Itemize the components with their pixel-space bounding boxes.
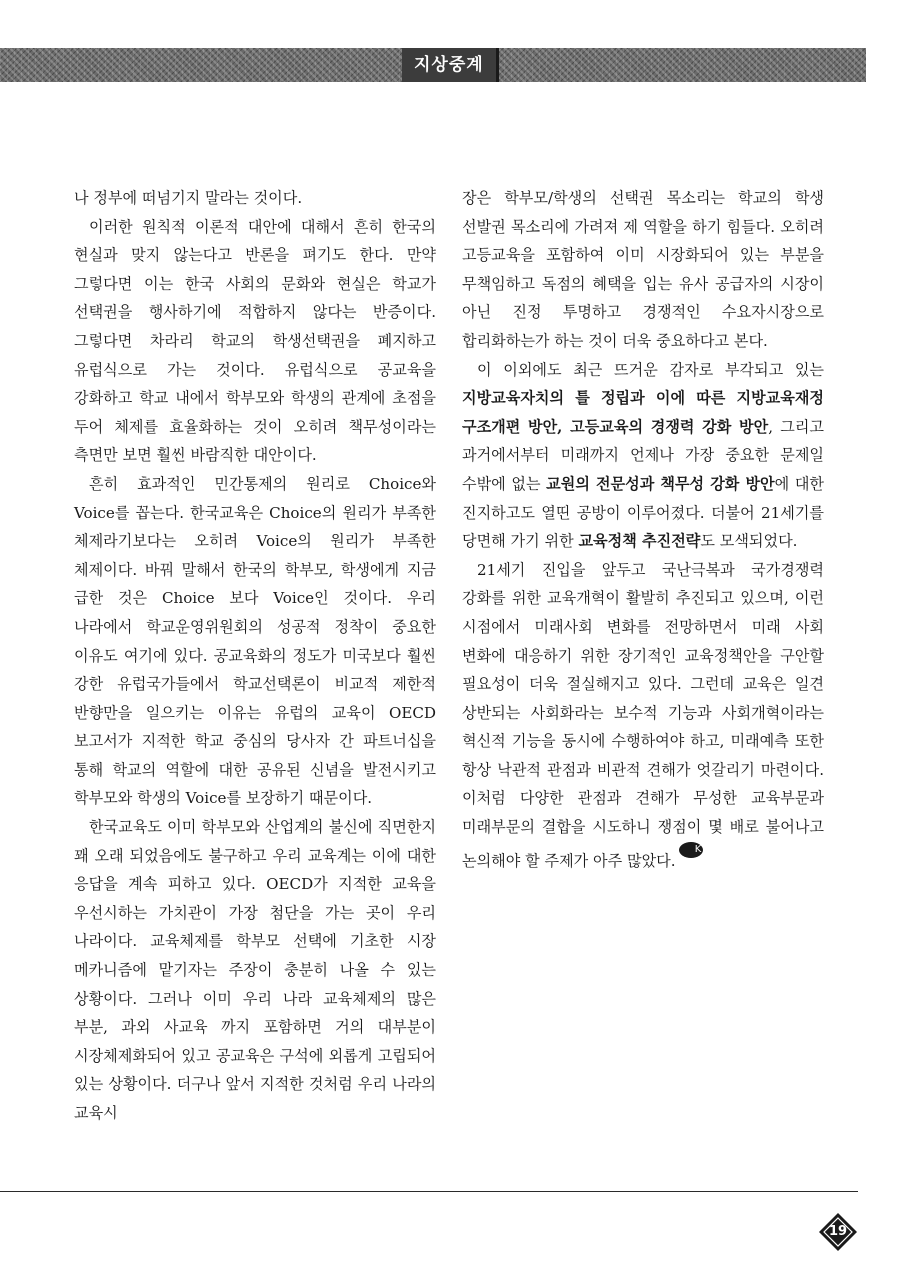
paragraph: 이러한 원칙적 이론적 대안에 대해서 흔히 한국의 현실과 맞지 않는다고 반론을 펴기도 한다. 만약 그렇다면 이는 한국 사회의 문화와 현실은 학교가 선택권을 행사하기에 적합하지 않다는 반증이다. 그렇다면 차라리 학교의 학생선택권을 폐지하고 유럽식으로 가는 것이다. 유럽식으로 공교육을 강화하고 학교 내에서 학부모와 학생의 관계에 초점을 두어 체제를 효율화하는 것이 오히려 책무성이라는 측면만 보면 훨씬 바람직한 대안이다.: [74, 217, 436, 465]
section-header-band: [0, 48, 866, 82]
text-run: 에 대한 진지하고도 열띤 공방이 이루어졌다. 더불어 21세기를 당면해 가기 위한: [462, 474, 824, 551]
page-number-badge: [818, 1212, 858, 1252]
paragraph-with-highlights: [462, 356, 824, 556]
left-column: [74, 184, 436, 1128]
end-mark-logo: KEDI: [679, 842, 703, 858]
text-run: 이 이외에도 최근 뜨거운 감자로 부각되고 있는: [477, 360, 824, 379]
right-column: [462, 184, 824, 875]
text-run: , 그리고 과거에서부터 미래까지 언제나 가장 중요한 문제일 수밖에 없는: [462, 417, 825, 493]
bold-phrase: 교원의 전문성과 책무성 강화 방안: [546, 474, 775, 493]
section-label: 지상중계: [402, 48, 499, 82]
paragraph: [462, 556, 824, 876]
paragraph: 한국교육도 이미 학부모와 산업계의 불신에 직면한지 꽤 오래 되었음에도 불구하고 우리 교육계는 이에 대한 응답을 계속 피하고 있다. OECD가 지적한 교육을 우선시하는 가치관이 가장 첨단을 가는 곳이 우리 나라이다. 교육체제를 학부모 선택에 기초한 시장 메카니즘에 맡기자는 주장이 충분히 나올 수 있는 상황이다. 그러나 이미 우리 나라 교육체제의 많은 부분, 과외 사교육 까지 포함하면 거의 대부분이 시장체제화되어 있고 공교육은 구석에 외롭게 고립되어 있는 상황이다. 더구나 앞서 지적한 것처럼 우리 나라의 교육시: [74, 818, 436, 1122]
bold-phrase: 지방교육자치의 틀 정립과 이에 따른 지방교육재정 구조개편 방안, 고등교육의 경쟁력 강화 방안: [462, 389, 824, 436]
footer-rule: [0, 1191, 858, 1192]
text-run: 도 모색되었다.: [700, 532, 798, 551]
text-run: 21세기 진입을 앞두고 국난극복과 국가경쟁력 강화를 위한 교육개혁이 활발히 추진되고 있으며, 이런 시점에서 미래사회 변화를 전망하면서 미래 사회 변화에 대응하기 위한 장기적인 교육정책안을 구안할 필요성이 더욱 절실해지고 있다. 그런데 교육은 일견 상반되는 사회화라는 보수적 기능과 사회개혁이라는 혁신적 기능을 동시에 수행하여야 하고, 미래예측 또한 항상 낙관적 관점과 비관적 견해가 엇갈리기 마련이다. 이처럼 다양한 관점과 견해가 무성한 교육부문과 미래부문의 결합을 시도하니 쟁점이 몇 배로 불어나고 논의해야 할 주제가 아주 많았다.: [462, 560, 824, 870]
paragraph: 나 정부에 떠넘기지 말라는 것이다.: [74, 189, 303, 207]
bold-phrase: 교육정책 추진전략: [578, 532, 701, 551]
paragraph: 장은 학부모/학생의 선택권 목소리는 학교의 학생 선발권 목소리에 가려져 제 역할을 하기 힘들다. 오히려 고등교육을 포함하여 이미 시장화되어 있는 부분을 무책임하고 독점의 혜택을 입는 유사 공급자의 시장이 아닌 진정 투명하고 경쟁적인 수요자시장으로 합리화하는가 하는 것이 더욱 중요하다고 본다.: [462, 189, 824, 350]
page-number: 19: [828, 1224, 848, 1239]
paragraph: 흔히 효과적인 민간통제의 원리로 Choice와 Voice를 꼽는다. 한국교육은 Choice의 원리가 부족한 체제라기보다는 오히려 Voice의 원리가 부족한 체제이다. 바꿔 말해서 한국의 학부모, 학생에게 지금 급한 것은 Choice 보다 Voice인 것이다. 우리 나라에서 학교운영위원회의 성공적 정착이 중요한 이유도 여기에 있다. 공교육화의 정도가 미국보다 훨씬 강한 유럽국가들에서 학교선택론이 비교적 제한적 반향만을 일으키는 이유는 유럽의 교육이 OECD 보고서가 지적한 학교 중심의 당사자 간 파트너십을 통해 학교의 역할에 대한 공유된 신념을 발전시키고 학부모와 학생의 Voice를 보장하기 때문이다.: [74, 474, 436, 808]
